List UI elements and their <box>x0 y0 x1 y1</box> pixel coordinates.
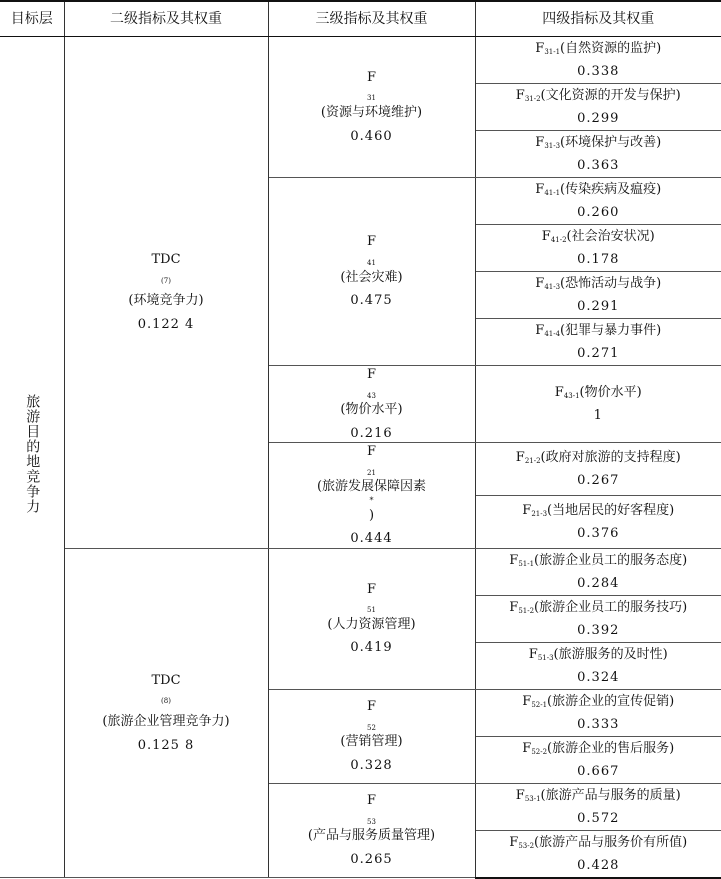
level3-cell <box>268 783 475 878</box>
level4-value: 0.376 <box>476 522 721 545</box>
level3-label: F $_{51}$ (人力资源管理) <box>269 581 475 634</box>
level4-label: $F_{41-1}$(传染疾病及瘟疫) <box>476 178 721 201</box>
level4-cell <box>475 595 721 642</box>
level4-value: 0.333 <box>476 713 721 736</box>
level3-label: F $_{21}$ (旅游发展保障因素 * ) <box>269 443 475 524</box>
level2-cell <box>64 37 268 549</box>
level4-label: $F_{41-4}$(犯罪与暴力事件) <box>476 319 721 342</box>
level2-name: (旅游企业管理竞争力) <box>65 713 268 731</box>
target-label: 旅游目的地竞争力 <box>22 394 41 514</box>
level4-cell <box>475 495 721 548</box>
level4-value: 0.178 <box>476 248 721 271</box>
header-level3: 三级指标及其权重 <box>268 1 475 37</box>
level2-code: TDC $_{(7)}$ <box>65 251 268 286</box>
level2-value: 0.125 8 <box>65 737 268 755</box>
level4-cell <box>475 319 721 366</box>
level3-cell <box>268 37 475 178</box>
level4-cell <box>475 689 721 736</box>
level4-label: $F_{51-1}$(旅游企业员工的服务态度) <box>476 549 721 572</box>
level4-label: $F_{31-1}$(自然资源的监护) <box>476 37 721 60</box>
level4-value: 0.392 <box>476 619 721 642</box>
level4-cell <box>475 178 721 225</box>
table-header-row <box>0 1 721 37</box>
level4-cell <box>475 272 721 319</box>
level3-cell <box>268 689 475 783</box>
level4-value: 0.428 <box>476 854 721 877</box>
level4-cell <box>475 443 721 496</box>
level4-label: $F_{51-3}$(旅游服务的及时性) <box>476 643 721 666</box>
level3-value: 0.475 <box>269 292 475 310</box>
level4-cell <box>475 225 721 272</box>
table-row <box>0 548 721 595</box>
level3-label: F $_{31}$ (资源与环境维护) <box>269 69 475 122</box>
level3-cell <box>268 443 475 549</box>
level3-cell <box>268 178 475 366</box>
level3-value: 0.216 <box>269 425 475 443</box>
level4-value: 0.267 <box>476 469 721 492</box>
level4-value: 0.363 <box>476 154 721 177</box>
level4-cell <box>475 366 721 443</box>
level3-label: F $_{43}$ (物价水平) <box>269 366 475 419</box>
level4-label: $F_{41-3}$(恐怖活动与战争) <box>476 272 721 295</box>
target-cell <box>0 37 64 878</box>
level2-cell <box>64 548 268 878</box>
level4-value: 1 <box>476 404 721 427</box>
table-row <box>0 37 721 84</box>
level4-value: 0.260 <box>476 201 721 224</box>
header-target-level: 目标层 <box>0 1 64 37</box>
level3-value: 0.328 <box>269 757 475 775</box>
header-level2: 二级指标及其权重 <box>64 1 268 37</box>
level4-label: $F_{52-2}$(旅游企业的售后服务) <box>476 737 721 760</box>
level4-label: $F_{53-2}$(旅游产品与服务价有所值) <box>476 831 721 854</box>
level4-value: 0.299 <box>476 107 721 130</box>
level2-value: 0.122 4 <box>65 316 268 334</box>
level3-label: F $_{53}$ (产品与服务质量管理) <box>269 792 475 845</box>
level4-value: 0.271 <box>476 342 721 365</box>
level4-label: $F_{21-2}$(政府对旅游的支持程度) <box>476 446 721 469</box>
level3-cell <box>268 366 475 443</box>
level4-value: 0.324 <box>476 666 721 689</box>
level3-cell <box>268 548 475 689</box>
level4-label: $F_{43-1}$(物价水平) <box>476 381 721 404</box>
level4-label: $F_{51-2}$(旅游企业员工的服务技巧) <box>476 596 721 619</box>
level4-value: 0.338 <box>476 60 721 83</box>
level4-cell <box>475 783 721 830</box>
level4-cell <box>475 131 721 178</box>
level4-label: $F_{53-1}$(旅游产品与服务的质量) <box>476 784 721 807</box>
level4-label: $F_{21-3}$(当地居民的好客程度) <box>476 499 721 522</box>
level4-value: 0.284 <box>476 572 721 595</box>
level4-cell <box>475 37 721 84</box>
level4-value: 0.291 <box>476 295 721 318</box>
level4-label: $F_{31-2}$(文化资源的开发与保护) <box>476 84 721 107</box>
level4-value: 0.572 <box>476 807 721 830</box>
level3-label: F $_{41}$ (社会灾难) <box>269 233 475 286</box>
level4-label: $F_{41-2}$(社会治安状况) <box>476 225 721 248</box>
header-level4: 四级指标及其权重 <box>475 1 721 37</box>
level4-cell <box>475 548 721 595</box>
level3-value: 0.265 <box>269 851 475 869</box>
level4-value: 0.667 <box>476 760 721 783</box>
level2-code: TDC $_{(8)}$ <box>65 672 268 707</box>
level3-value: 0.419 <box>269 639 475 657</box>
level3-value: 0.444 <box>269 530 475 548</box>
level4-label: $F_{52-1}$(旅游企业的宣传促销) <box>476 690 721 713</box>
level3-value: 0.460 <box>269 128 475 146</box>
level4-cell <box>475 736 721 783</box>
level4-cell <box>475 84 721 131</box>
level4-label: $F_{31-3}$(环境保护与改善) <box>476 131 721 154</box>
level2-name: (环境竞争力) <box>65 292 268 310</box>
level4-cell <box>475 642 721 689</box>
level3-label: F $_{52}$ (营销管理) <box>269 698 475 751</box>
level4-cell <box>475 830 721 878</box>
